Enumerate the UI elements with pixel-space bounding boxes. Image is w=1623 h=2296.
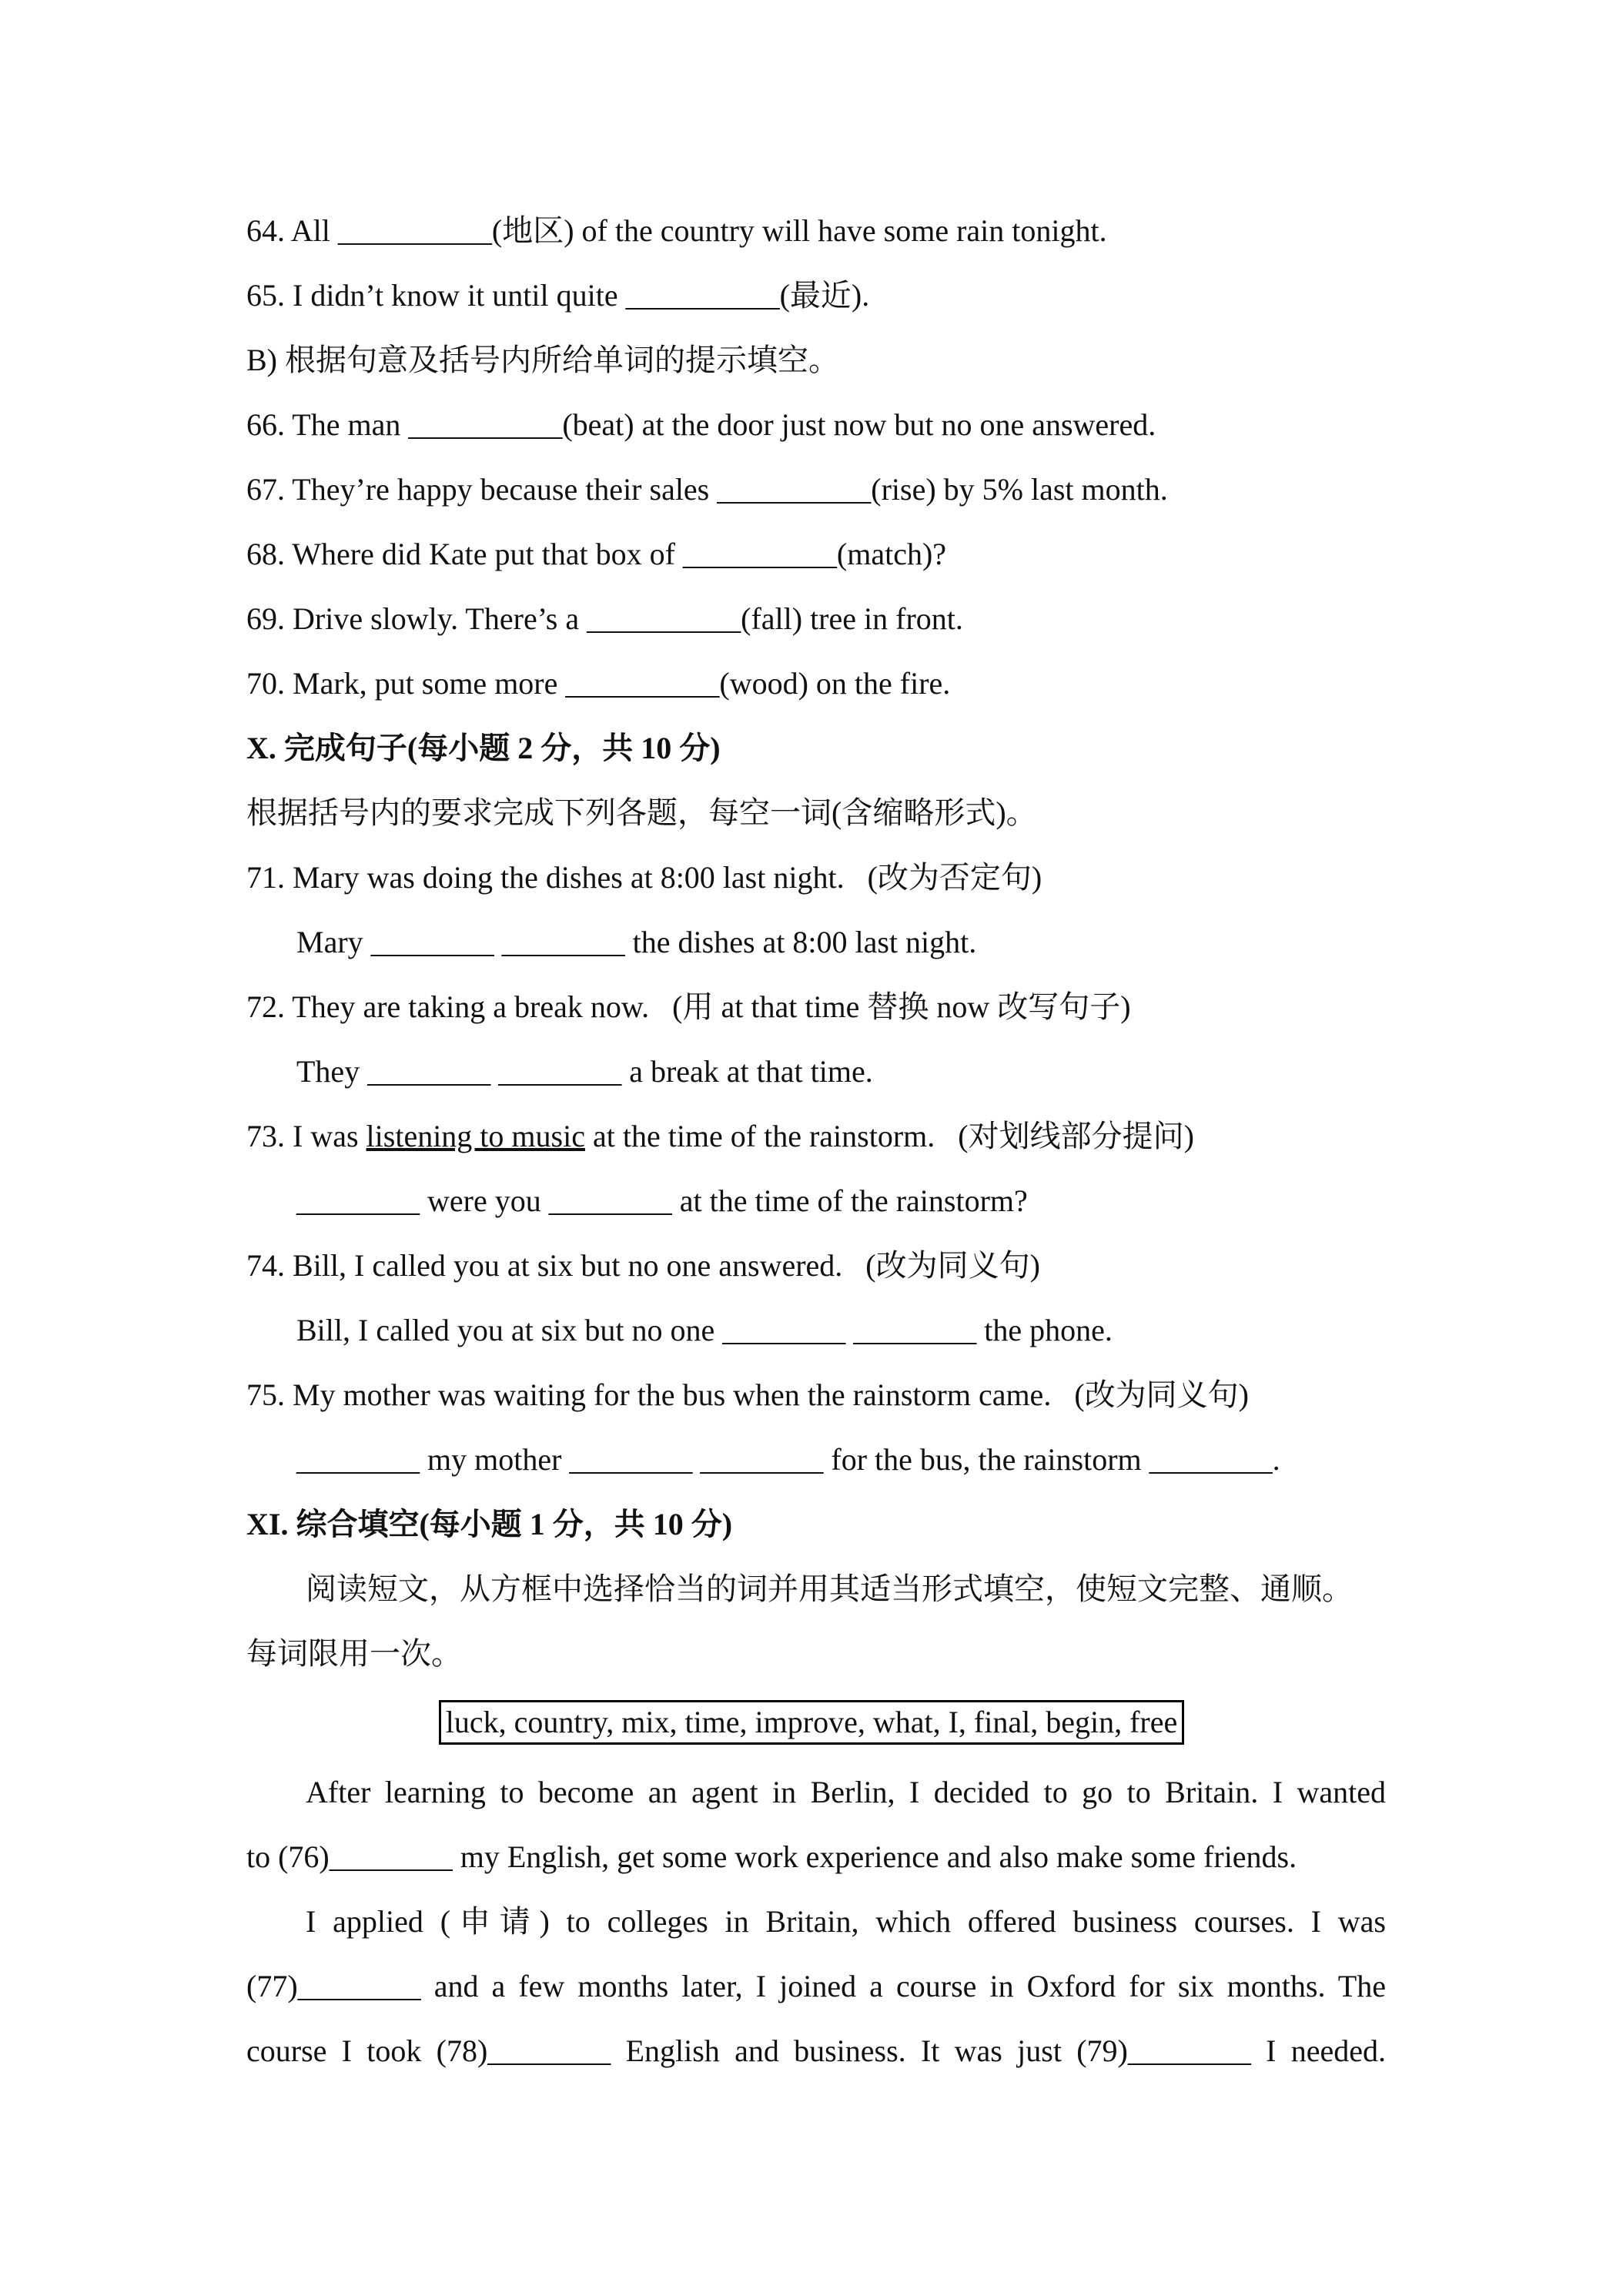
question-71: 71. Mary was doing the dishes at 8:00 last night. (改为否定句) <box>246 860 1042 895</box>
question-69: 69. Drive slowly. There’s a __________(fall) tree in front. <box>246 601 963 636</box>
question-73-underlined: listening to music <box>366 1119 585 1153</box>
question-73-prefix: 73. I was <box>246 1119 366 1153</box>
word-box: luck, country, mix, time, improve, what, I, final, begin, free <box>439 1700 1184 1745</box>
question-72-answer-line: They ________ ________ a break at that time. <box>296 1054 873 1089</box>
question-70: 70. Mark, put some more __________(wood) on the fire. <box>246 666 951 701</box>
section-x-instruction: 根据括号内的要求完成下列各题，每空一词(含缩略形式)。 <box>246 795 1037 830</box>
passage-para2-line3: course I took (78)________ English and business. It was just (79)________ I needed. <box>246 2033 1386 2068</box>
passage-para2-line1: I applied (申请) to colleges in Britain, which offered business courses. I was <box>306 1904 1386 1939</box>
question-71-answer-line: Mary ________ ________ the dishes at 8:00 last night. <box>296 925 977 959</box>
question-73-suffix: at the time of the rainstorm. (对划线部分提问) <box>584 1119 1194 1153</box>
section-xi-instruction-2: 每词限用一次。 <box>246 1636 462 1671</box>
question-73 <box>246 1118 1194 1155</box>
question-72: 72. They are taking a break now. (用 at that time 替换 now 改写句子) <box>246 989 1131 1024</box>
passage-para1-line2: to (76)________ my English, get some work experience and also make some friends. <box>246 1839 1297 1874</box>
section-xi-instruction-1: 阅读短文，从方框中选择恰当的词并用其适当形式填空，使短文完整、通顺。 <box>306 1571 1353 1606</box>
passage-para1-line1: After learning to become an agent in Berlin, I decided to go to Britain. I wanted <box>306 1775 1386 1809</box>
question-73-answer-line: ________ were you ________ at the time of the rainstorm? <box>296 1183 1028 1218</box>
section-b-instruction: B) 根据句意及括号内所给单词的提示填空。 <box>246 343 839 377</box>
passage-para2-line2: (77)________ and a few months later, I joined a course in Oxford for six months. The <box>246 1969 1386 2003</box>
question-67: 67. They’re happy because their sales __________(rise) by 5% last month. <box>246 472 1168 507</box>
question-64: 64. All __________(地区) of the country will have some rain tonight. <box>246 213 1107 248</box>
question-75: 75. My mother was waiting for the bus when the rainstorm came. (改为同义句) <box>246 1377 1249 1412</box>
question-74-answer-line: Bill, I called you at six but no one ________ ________ the phone. <box>296 1313 1113 1347</box>
question-74: 74. Bill, I called you at six but no one answered. (改为同义句) <box>246 1248 1040 1283</box>
question-66: 66. The man __________(beat) at the door just now but no one answered. <box>246 407 1156 442</box>
section-x-heading: X. 完成句子(每小题 2 分，共 10 分) <box>246 731 721 765</box>
word-box-row <box>0 1700 1623 1745</box>
question-75-answer-line: ________ my mother ________ ________ for the bus, the rainstorm ________. <box>296 1442 1280 1477</box>
section-xi-heading: XI. 综合填空(每小题 1 分，共 10 分) <box>246 1507 733 1541</box>
question-68: 68. Where did Kate put that box of __________(match)? <box>246 537 947 571</box>
question-65: 65. I didn’t know it until quite __________(最近). <box>246 278 870 313</box>
